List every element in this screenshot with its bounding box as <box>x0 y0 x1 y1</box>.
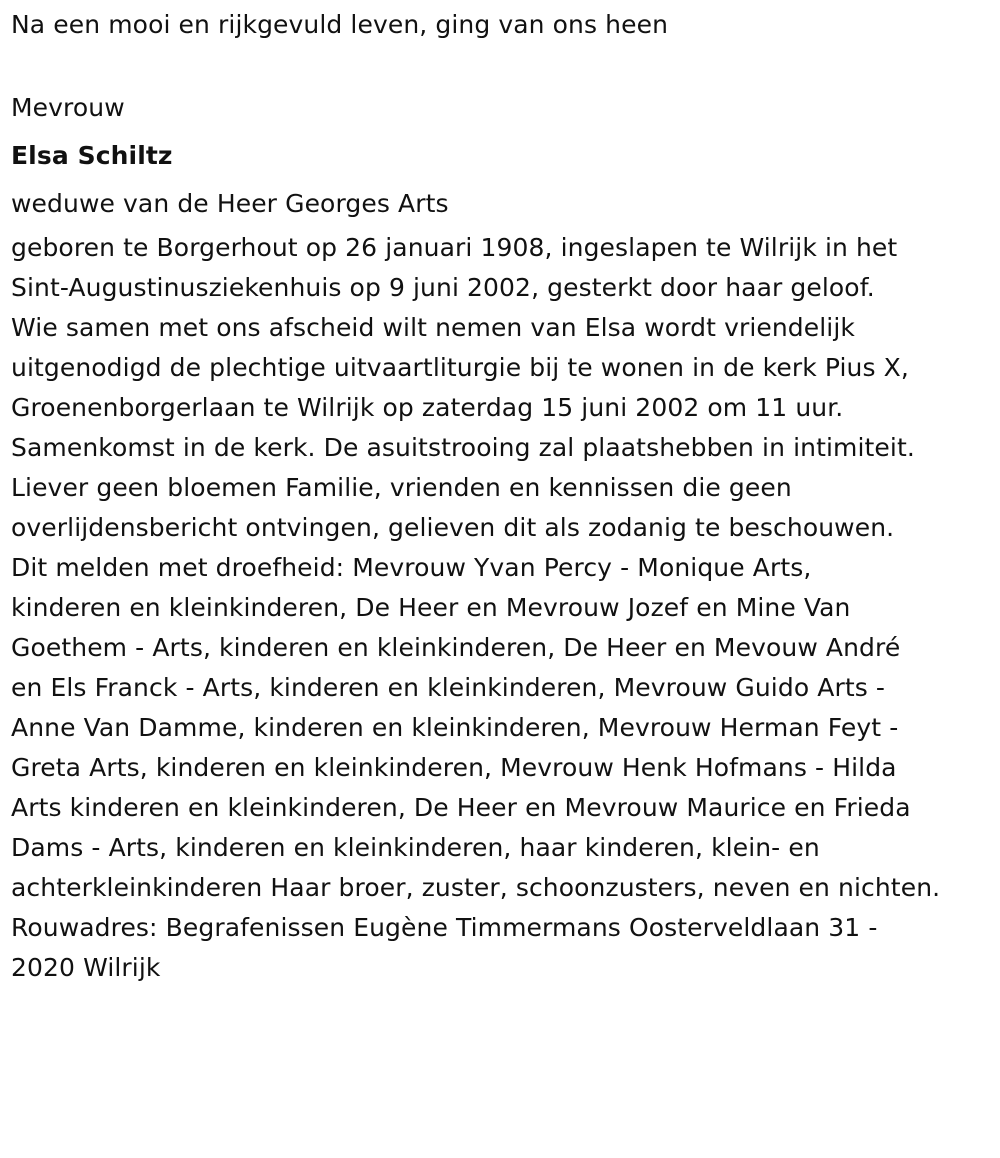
birth-death-paragraph <box>11 228 1000 308</box>
paragraph-line: Rouwadres: Begrafenissen Eugène Timmermans Oosterveldlaan 31 - <box>11 913 878 942</box>
relation-text: weduwe van de Heer Georges Arts <box>11 189 449 218</box>
address-paragraph <box>11 908 1000 988</box>
paragraph-line: Wie samen met ons afscheid wilt nemen van Elsa wordt vriendelijk <box>11 313 855 342</box>
paragraph-line: Dams - Arts, kinderen en kleinkinderen, haar kinderen, klein- en <box>11 833 820 862</box>
paragraph-line: overlijdensbericht ontvingen, gelieven dit als zodanig te beschouwen. <box>11 513 895 542</box>
intro-text: Na een mooi en rijkgevuld leven, ging van ons heen <box>11 10 669 39</box>
paragraph-line: Anne Van Damme, kinderen en kleinkinderen, Mevrouw Herman Feyt - <box>11 713 899 742</box>
paragraph-line: Groenenborgerlaan te Wilrijk op zaterdag 15 juni 2002 om 11 uur. <box>11 393 844 422</box>
paragraph-line: Liever geen bloemen Familie, vrienden en kennissen die geen <box>11 473 792 502</box>
paragraph-line: Dit melden met droefheid: Mevrouw Yvan Percy - Monique Arts, <box>11 553 812 582</box>
paragraph-line: uitgenodigd de plechtige uitvaartliturgie bij te wonen in de kerk Pius X, <box>11 353 909 382</box>
paragraph-line: Greta Arts, kinderen en kleinkinderen, Mevrouw Henk Hofmans - Hilda <box>11 753 897 782</box>
paragraph-line: Samenkomst in de kerk. De asuitstrooing zal plaatshebben in intimiteit. <box>11 433 915 462</box>
paragraph-line: en Els Franck - Arts, kinderen en kleinkinderen, Mevrouw Guido Arts - <box>11 673 886 702</box>
paragraph-line: kinderen en kleinkinderen, De Heer en Mevrouw Jozef en Mine Van <box>11 593 851 622</box>
deceased-name: Elsa Schiltz <box>11 141 173 170</box>
paragraph-line: Arts kinderen en kleinkinderen, De Heer en Mevrouw Maurice en Frieda <box>11 793 911 822</box>
paragraph-line: geboren te Borgerhout op 26 januari 1908, ingeslapen te Wilrijk in het <box>11 233 898 262</box>
family-paragraph <box>11 548 1000 908</box>
paragraph-line: Goethem - Arts, kinderen en kleinkinderen, De Heer en Mevouw André <box>11 633 901 662</box>
paragraph-line: Sint-Augustinusziekenhuis op 9 juni 2002, gesterkt door haar geloof. <box>11 273 875 302</box>
paragraph-line: 2020 Wilrijk <box>11 953 161 982</box>
funeral-paragraph <box>11 308 1000 548</box>
honorific-title: Mevrouw <box>11 93 125 122</box>
paragraph-line: achterkleinkinderen Haar broer, zuster, schoonzusters, neven en nichten. <box>11 873 941 902</box>
